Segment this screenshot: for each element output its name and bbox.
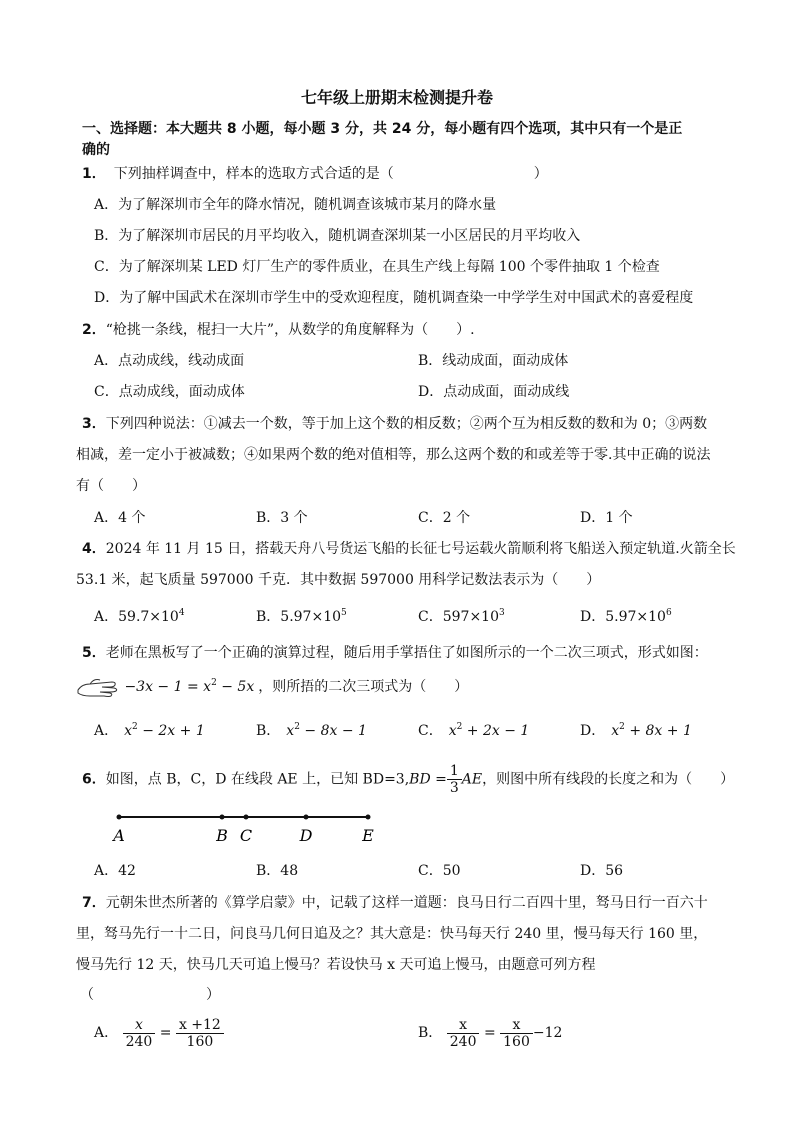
- label-c: C: [239, 826, 253, 845]
- label-b: B: [216, 826, 228, 845]
- question-7: [82, 893, 708, 913]
- q1-option-d: D．为了解中国武术在深圳市学生中的受欢迎程度，随机调查染一中学学生对中国武术的喜爱程度: [94, 290, 694, 306]
- question-5-line-2: $-3x - 1 = x^2 - 5x$ ，则所捂的二次三项式为（ ）: [76, 676, 468, 698]
- question-stem: 2024 年 11 月 15 日，搭载天舟八号货运飞船的长征七号运载火箭顺利将飞船送入预定轨道.火箭全长: [105, 541, 736, 557]
- q7-option-b: B． $\frac{x}{240}$ = $\frac{x}{160}$ −12: [418, 1016, 563, 1050]
- q3-option-b: B．3 个: [256, 510, 308, 526]
- question-number: 4．: [82, 541, 106, 557]
- fraction-one-third: $\frac{1}{3}$: [447, 763, 462, 796]
- question-number: 1．: [82, 166, 106, 182]
- question-number: 5．: [82, 645, 106, 661]
- fraction: $\frac{x +12}{160}$: [176, 1017, 224, 1050]
- section-header-cont: 确的: [82, 142, 110, 158]
- q5-option-b: B． $x^2 - 8x - 1$: [256, 722, 367, 739]
- q4-option-c: C．$597\times 10^3$: [418, 608, 505, 625]
- q3-option-d: D．1 个: [580, 510, 633, 526]
- question-7-line-3: 慢马先行 12 天，快马几天可追上慢马？若设快马 x 天可追上慢马，由题意可列方程: [76, 957, 596, 973]
- q4-option-d: D．$5.97\times 10^6$: [580, 608, 672, 625]
- line-segment-figure: [0, 805, 794, 865]
- fraction: $\frac{x}{160}$: [500, 1017, 533, 1050]
- q4-option-b: B．$5.97\times 10^5$: [256, 608, 347, 625]
- question-2: [82, 320, 475, 340]
- question-number: 6．: [82, 771, 106, 788]
- q2-option-d: D．点动成面，面动成线: [418, 384, 570, 400]
- q4-option-a: A．$59.7\times 10^4$: [94, 608, 185, 625]
- question-7-line-4: （ ）: [80, 987, 220, 1003]
- q2-option-c: C．点动成线，面动成体: [94, 384, 245, 400]
- q6-option-c: C．50: [418, 863, 461, 879]
- fraction: $\frac{x}{240}$: [123, 1017, 156, 1050]
- equation-expression: $-3x - 1 = x^2 - 5x$: [124, 678, 255, 695]
- q1-option-a: A．为了解深圳市全年的降水情况，随机调查该城市某月的降水量: [94, 197, 497, 213]
- question-3: [82, 414, 707, 434]
- section-header: 一、选择题：本大题共 8 小题，每小题 3 分，共 24 分，每小题有四个选项，其中只有一个是正: [82, 121, 683, 137]
- q6-option-a: A．42: [94, 863, 136, 879]
- question-4: [82, 539, 736, 559]
- q3-option-c: C．2 个: [418, 510, 471, 526]
- q1-option-b: B．为了解深圳市居民的月平均收入，随机调查深圳某一小区居民的月平均收入: [94, 228, 581, 244]
- question-stem: “枪挑一条线，棍扫一大片”，从数学的角度解释为（ ）.: [105, 322, 475, 338]
- question-stem: 下列抽样调查中，样本的选取方式合适的是（ ）: [113, 166, 548, 182]
- question-number: 7．: [82, 895, 106, 911]
- q5-option-a: A． $x^2 - 2x + 1$: [94, 722, 205, 739]
- question-6: 6．如图，点 B，C，D 在线段 AE 上，已知 BD=3,BD = $\frac{1}{3}$ AE，则图中所有线段的长度之和为（ ）: [82, 763, 735, 796]
- q6-option-b: B．48: [256, 863, 299, 879]
- question-stem: 下列四种说法：①减去一个数，等于加上这个数的相反数；②两个互为相反数的数和为 0；③两数: [105, 416, 708, 432]
- page-title: 七年级上册期末检测提升卷: [300, 88, 493, 107]
- question-stem: 老师在黑板写了一个正确的演算过程，随后用手掌捂住了如图所示的一个二次三项式，形式如图：: [105, 645, 708, 661]
- point-c: [244, 815, 249, 820]
- point-a: [117, 815, 122, 820]
- question-3-line-2: 相减，差一定小于被减数；④如果两个数的绝对值相等，那么这两个数的和或差等于零.其中正确的说法: [76, 447, 711, 463]
- q5-option-d: D． $x^2 + 8x + 1$: [580, 722, 692, 739]
- question-number: 3．: [82, 416, 106, 432]
- point-e: [366, 815, 371, 820]
- q7-option-a: A． $\frac{x}{240}$ = $\frac{x +12}{160}$: [94, 1016, 224, 1050]
- question-stem: 元朝朱世杰所著的《算学启蒙》中，记载了这样一道题：良马日行二百四十里，驽马日行一百六十: [105, 895, 708, 911]
- question-5: [82, 643, 708, 663]
- question-3-line-3: 有（ ）: [76, 478, 146, 494]
- hand-icon: [76, 676, 120, 698]
- label-e: E: [362, 826, 374, 845]
- point-b: [220, 815, 225, 820]
- question-7-line-2: 里，驽马先行一十二日，问良马几何日追及之？其大意是：快马每天行 240 里，慢马每天行 160 里，: [76, 926, 708, 942]
- q1-option-c: C．为了解深圳某 LED 灯厂生产的零件质业，在具生产线上每隔 100 个零件抽取 1 个检查: [94, 259, 660, 275]
- question-number: 2．: [82, 322, 106, 338]
- q2-option-a: A．点动成线，线动成面: [94, 353, 245, 369]
- point-d: [304, 815, 309, 820]
- q3-option-a: A．4 个: [94, 510, 146, 526]
- question-4-line-2: 53.1 米，起飞质量 597000 千克．其中数据 597000 用科学记数法表示为（ ）: [76, 572, 601, 588]
- fraction: $\frac{x}{240}$: [447, 1017, 480, 1050]
- question-1: [82, 164, 548, 184]
- label-a: A: [113, 826, 125, 845]
- label-d: D: [299, 826, 313, 845]
- q5-option-c: C． $x^2 + 2x - 1$: [418, 722, 530, 739]
- q2-option-b: B．线动成面，面动成体: [418, 353, 569, 369]
- q6-option-d: D．56: [580, 863, 624, 879]
